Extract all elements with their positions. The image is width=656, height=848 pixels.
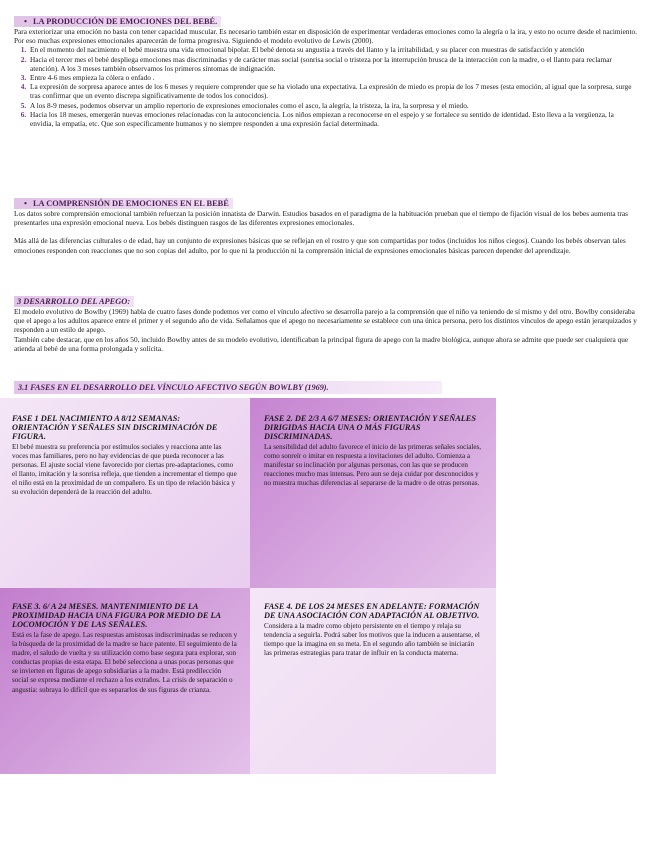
emotion-stage-list bbox=[14, 45, 638, 128]
phase-body: Considera a la madre como objeto persistente en el tiempo y relaja su tendencia a seguirla. Podrá saber los motivos que la inducen a ausentarse, el tiempo que la imagina en su meta. En el segundo año también se iniciarán las primeras estrategias para tratar de influir en la conducta materna. bbox=[264, 622, 480, 658]
section-emotion-production bbox=[14, 16, 638, 128]
phase-1-box bbox=[0, 398, 250, 588]
phase-title: FASE 4. DE LOS 24 MESES EN ADELANTE: FORMACIÓN DE UNA ASOCIACIÓN CON ADAPTACIÓN AL OBJETIVO. bbox=[264, 602, 480, 620]
phases-heading: 3.1 FASES EN EL DESARROLLO DEL VÍNCULO AFECTIVO SEGÚN BOWLBY (1969). bbox=[14, 381, 442, 394]
phase-title: FASE 1 DEL NACIMIENTO A 8/12 SEMANAS: ORIENTACIÓN Y SEÑALES SIN DISCRIMINACIÓN DE FIGURA. bbox=[12, 414, 218, 441]
phase-3-box bbox=[0, 588, 250, 774]
phase-title: FASE 2. DE 2/3 A 6/7 MESES: ORIENTACIÓN Y SEÑALES DIRIGIDAS HACIA UNA O MÁS FIGURAS DISCRIMINADAS. bbox=[264, 414, 476, 441]
phase-body: Está es la fase de apego. Las respuestas amistosas indiscriminadas se reducen y la búsqueda de la proximidad de la madre se hace patente. El seguimiento de la madre, el saludo de vuelta y su utilización como base segura para explorar, son conductas propias de esta etapa. El bebé selecciona a unas pocas personas que se invierten en figuras de apego subsidiarias a la madre. Está predilección social se expresa mediante el rechazo a los extraños. La crisis de separación o angustia: subraya lo difícil que es separarlos de sus figuras de crianza. bbox=[12, 631, 238, 694]
phase-body: El bebé muestra su preferencia por estímulos sociales y reacciona ante las voces mas familiares, pero no hay evidencias de que pueda reconocer a las personas. El ajuste social viene favorecido por ciertas pre-adaptaciones, como el llanto, imitación y la sonrisa refleja, que tienden a incrementar el tiempo que el niño está en la proximidad de un compañero. Es un tipo de relación básica y su evolución dependerá de la reacción del adulto. bbox=[12, 443, 237, 497]
list-item: 1. En el momento del nacimiento el bebé muestra una vida emocional bipolar. El bebé denota su angustia a través del llanto y la irritabilidad, y su placer con muestras de satisfacción y atención bbox=[28, 45, 638, 54]
phase-2-box bbox=[250, 398, 496, 588]
paragraph: Más allá de las diferencias culturales o de edad, hay un conjunto de expresiones básicas que se reflejan en el rostro y que son compartidas por todos (incluidos los niños ciegos). Cuando los bebés observan tales emociones responden con reacciones que no son copias del adulto, por lo que ni la producción ni la comprensión inicial de expresiones emocionales básicas parecen depender del aprendizaje. bbox=[14, 236, 626, 255]
paragraph: Para exteriorizar una emoción no basta con tener capacidad muscular. Es necesario también estar en disposición de experimentar verdaderas emociones como la alegría o la ira, y esto no ocurre desde el nacimiento. Por eso muchas expresiones emocionales aparecerán de forma progresiva. Siguiendo el modelo evolutivo de Lewis (2000). bbox=[14, 27, 638, 46]
phase-title: FASE 3. 6/ A 24 MESES. MANTENIMIENTO DE LA PROXIMIDAD HACIA UNA FIGURA POR MEDIO DE LA LOCOMOCIÓN Y DE LAS SEÑALES. bbox=[12, 602, 221, 629]
paragraph: Los datos sobre comprensión emocional también refuerzan la posición innatista de Darwin. Estudios basados en el paradigma de la habituación prueban que el tiempo de fijación visual de los bebes aumenta tras presentarles una expresión emocional nueva. Los bebés distinguen rasgos de las diferentes expresiones emocionales. bbox=[14, 209, 628, 228]
phase-body: La sensibilidad del adulto favorece el inicio de las primeras señales sociales, como sonreír o imitar en respuesta a invitaciones del adulto. Comienza a manifestar su inclinación por algunas personas, con las que se producen reacciones mucho mas intensas. Pero aun se deja cuidar por desconocidos y no muestra muchas diferencias al separarse de la madre o de otras personas. bbox=[264, 443, 482, 488]
list-item: 3. Entre 4-6 mes empieza la cólera o enfado . bbox=[28, 73, 638, 82]
section-heading: • LA COMPRENSIÓN DE EMOCIONES EN EL BEBÉ bbox=[14, 198, 233, 209]
phase-4-box bbox=[250, 588, 496, 774]
list-item: 4. La expresión de sorpresa aparece antes de los 6 meses y requiere comprender que se ha violado una expectativa. La expresión de miedo es propia de los 7 meses (esta emoción, al igual que la sorpresa, surge tras confirmar que un evento discrepa significativamente de todos los conocidos). bbox=[28, 82, 638, 100]
section-attachment-development bbox=[14, 296, 638, 353]
section-heading: • LA PRODUCCIÓN DE EMOCIONES DEL BEBÉ. bbox=[14, 16, 221, 27]
paragraph: El modelo evolutivo de Bowlby (1969) habla de cuatro fases donde podemos ver como el vínculo afectivo se desarrolla parejo a la comprensión que el niño va teniendo de sí mismo y del otro. Bowlby consideraba que el apego a los adultos aparece entre el primer y el segundo año de vida. Señalamos que el apego no necesariamente se establece con una única persona, pero los distintos vínculos de apego están jerarquizados y responden a un estilo de apego. bbox=[14, 307, 637, 335]
section-emotion-comprehension bbox=[14, 198, 638, 255]
paragraph: También cabe destacar, que en los años 50, incluido Bowlby antes de su modelo evolutivo, identificaban la principal figura de apego con la madre biológica, aunque ahora se admite que puede ser cualquiera que atienda al bebé de una forma prolongada y solícita. bbox=[14, 334, 629, 353]
list-item: 6. Hacia los 18 meses, emergerán nuevas emociones relacionadas con la autoconciencia. Los niños empiezan a reconocerse en el espejo y se fortalece su sentido de identidad. Esto lleva a la vergüenza, la envidia, la empatía, etc. Que son específicamente humanos y no siempre responden a una expresión facial determinada. bbox=[28, 110, 638, 128]
section-heading: 3 DESARROLLO DEL APEGO: bbox=[14, 296, 134, 307]
list-item: 5. A los 8-9 meses, podemos observar un amplio repertorio de expresiones emocionales como el asco, la alegría, la tristeza, la ira, la sorpresa y el miedo. bbox=[28, 101, 638, 110]
list-item: 2. Hacia el tercer mes el bebé despliega emociones mas discriminadas y de carácter mas social (sonrisa social o tristeza por la interrupción brusca de la interacción con la madre, o el llanto para reclamar atención). A los 3 meses también observamos los primeros síntomas de indignación. bbox=[28, 55, 638, 73]
